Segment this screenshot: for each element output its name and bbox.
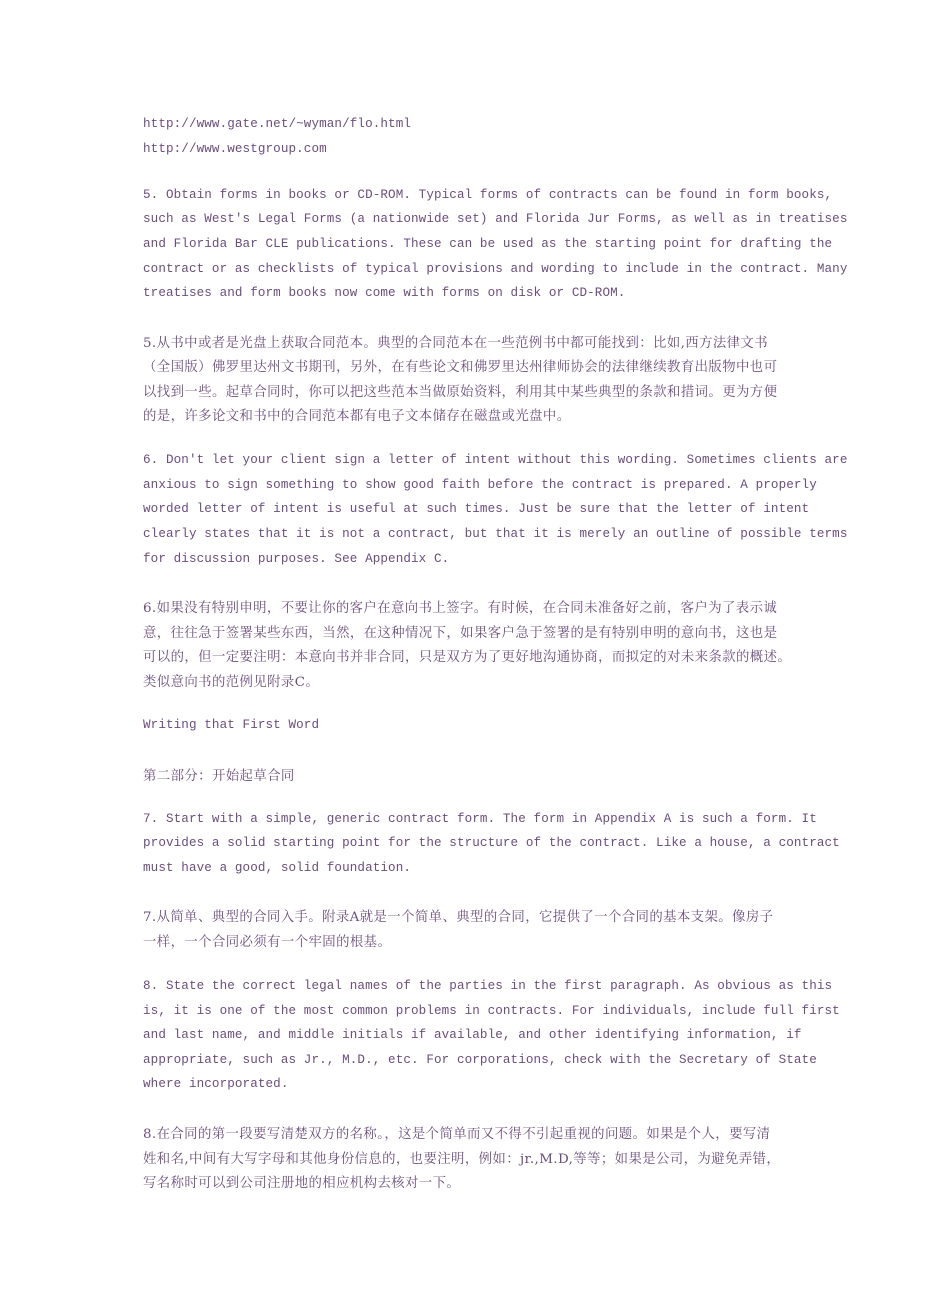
section-heading-zh: 第二部分：开始起草合同 — [143, 769, 295, 784]
section-heading-en: Writing that First Word — [143, 718, 320, 732]
item6-en-line: worded letter of intent is useful at such times. Just be sure that the letter of intent — [143, 502, 810, 516]
item5-en-line: 5. Obtain forms in books or CD-ROM. Typical forms of contracts can be found in form books, — [143, 188, 833, 202]
item5-en-line: such as West's Legal Forms (a nationwide set) and Florida Jur Forms, as well as in treatises — [143, 212, 848, 226]
item8-en-line: where incorporated. — [143, 1077, 289, 1091]
link-url[interactable]: http://www.westgroup.com — [143, 142, 327, 156]
item7-en-line: 7. Start with a simple, generic contract form. The form in Appendix A is such a form. It — [143, 812, 817, 826]
item8-en-line: is, it is one of the most common problems in contracts. For individuals, include full first — [143, 1004, 840, 1018]
item5-zh-line: 5.从书中或者是光盘上获取合同范本。典型的合同范本在一些范例书中都可能找到：比如,西方法律文书 — [143, 336, 769, 351]
item8-en-line: appropriate, such as Jr., M.D., etc. For corporations, check with the Secretary of State — [143, 1053, 817, 1067]
item7-en-line: provides a solid starting point for the structure of the contract. Like a house, a contract — [143, 836, 840, 850]
item5-zh-line: 的是，许多论文和书中的合同范本都有电子文本储存在磁盘或光盘中。 — [143, 409, 571, 424]
item7-zh-line: 7.从简单、典型的合同入手。附录A就是一个简单、典型的合同，它提供了一个合同的基本支架。像房子 — [143, 910, 774, 925]
item8-zh-line: 写名称时可以到公司注册地的相应机构去核对一下。 — [143, 1176, 461, 1191]
item6-zh-line: 意，往往急于签署某些东西，当然，在这种情况下，如果客户急于签署的是有特别申明的意向书，这也是 — [143, 626, 778, 641]
item6-en-line: for discussion purposes. See Appendix C. — [143, 552, 450, 566]
item5-en-line: and Florida Bar CLE publications. These can be used as the starting point for drafting the — [143, 237, 833, 251]
item6-en-line: anxious to sign something to show good faith before the contract is prepared. A properly — [143, 478, 817, 492]
item8-zh-line: 姓和名,中间有大写字母和其他身份信息的，也要注明，例如：jr.,M.D,等等；如果是公司，为避免弄错， — [143, 1152, 781, 1167]
item5-en-line: treatises and form books now come with forms on disk or CD-ROM. — [143, 286, 626, 300]
item8-en-line: 8. State the correct legal names of the parties in the first paragraph. As obvious as this — [143, 979, 833, 993]
item5-zh-line: （全国版）佛罗里达州文书期刊，另外，在有些论文和佛罗里达州律师协会的法律继续教育出版物中也可 — [143, 360, 778, 375]
item6-zh-line: 类似意向书的范例见附录C。 — [143, 675, 320, 690]
item6-en-line: 6. Don't let your client sign a letter of intent without this wording. Sometimes clients are — [143, 453, 848, 467]
item8-zh-line: 8.在合同的第一段要写清楚双方的名称。，这是个简单而又不得不引起重视的问题。如果是个人，要写清 — [143, 1127, 771, 1142]
item7-zh-line: 一样，一个合同必须有一个牢固的根基。 — [143, 935, 392, 950]
item6-en-line: clearly states that it is not a contract, but that it is merely an outline of possible terms — [143, 527, 848, 541]
item6-zh-line: 可以的，但一定要注明：本意向书并非合同，只是双方为了更好地沟通协商，而拟定的对未来条款的概述。 — [143, 650, 792, 665]
link-url[interactable]: http://www.gate.net/~wyman/flo.html — [143, 117, 412, 131]
item7-en-line: must have a good, solid foundation. — [143, 861, 412, 875]
item5-en-line: contract or as checklists of typical provisions and wording to include in the contract. Many — [143, 262, 848, 276]
item6-zh-line: 6.如果没有特别申明，不要让你的客户在意向书上签字。有时候，在合同未准备好之前，客户为了表示诚 — [143, 601, 778, 616]
item5-zh-line: 以找到一些。起草合同时，你可以把这些范本当做原始资料，利用其中某些典型的条款和措词。更为方便 — [143, 385, 778, 400]
item8-en-line: and last name, and middle initials if available, and other identifying information, if — [143, 1028, 802, 1042]
